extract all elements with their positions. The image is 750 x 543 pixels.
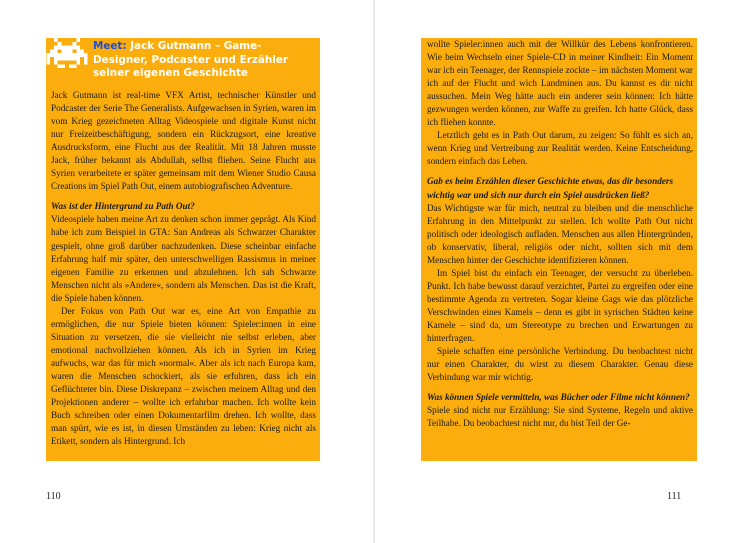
interview-title: [93, 40, 316, 81]
continued-paragraph-1: wollte Spieler:innen auch mit der Willkür des Lebens konfrontieren. Wie beim Wechseln einer Spiele-CD in meiner Kindheit: Ein Moment war ich ein Teenager, der Rennspiele zockte – im nächsten Moment war ich auf der Flucht und wich Landminen aus. Du kannst es dir nicht aussuchen. Mein Weg hätte auch ein anderer sein können: Ich hätte gezwungen werden können, zur Waffe zu greifen. Ich hatte Glück, dass ich fliehen konnte.: [427, 39, 693, 128]
page-number-right: 111: [667, 491, 682, 502]
question-2: Gab es beim Erzählen dieser Geschichte etwas, das dir besonders wichtig war und sich nur durch ein Spiel ausdrücken ließ?: [427, 176, 674, 200]
answer-2-paragraph-3: Spiele schaffen eine persönliche Verbindung. Du beobachtest nicht nur einen Charakter, du wirst zu diesem Charakter. Genau diese Verbindung war mir wichtig.: [427, 346, 693, 383]
question-1: Was ist der Hintergrund zu Path Out?: [51, 201, 195, 212]
page-number-left: 110: [46, 491, 61, 502]
interview-title-rest: Jack Gutmann – Game-Designer, Podcaster und Erzähler seiner eigenen Geschichte: [93, 40, 289, 80]
interview-title-lead: Meet:: [93, 40, 127, 52]
answer-1-paragraph-2: Der Fokus von Path Out war es, eine Art von Empathie zu ermöglichen, die nur Spiele bieten können: Spieler:innen in eine Situation zu versetzen, die sie vielleicht nie selbst erleben, aber emotional nachvollziehen können. Als ich in Syrien im Krieg aufwuchs, war das für mich »normal«. Aber als ich nach Europa kam, waren die Menschen schockiert, als sie erfuhren, dass ich ein Geflüchteter bin. Diese Diskrepanz – zwischen meinem Alltag und den Projektionen anderer – wollte ich erfahrbar machen. Ich wollte kein Buch schreiben oder einen Dokumentarfilm drehen. Ich wollte, dass man spürt, wie es ist, in diesen Umständen zu leben: Krieg nicht als Etikett, sondern als Hintergrund. Ich: [51, 305, 316, 447]
interview-header: [51, 38, 316, 89]
right-page: [375, 0, 750, 543]
space-invader-icon: [46, 38, 89, 68]
continued-paragraph-2: Letztlich geht es in Path Out darum, zu zeigen: So fühlt es sich an, wenn Krieg und Vertreibung zur Realität werden. Keine Entscheidung, sondern einfach das Leben.: [427, 130, 693, 167]
answer-2-paragraph-2: Im Spiel bist du einfach ein Teenager, der versucht zu überleben. Punkt. Ich habe bewusst darauf verzichtet, Partei zu ergreifen oder eine bestimmte Agenda zu vertreten. Sogar kleine Gags wie das plötzliche Verschwinden eines Kamels – denn es gibt in syrischen Städten keine Kamele – sind da, um Stereotype zu brechen und Erwartungen zu hinterfragen.: [427, 267, 693, 344]
question-3: Was können Spiele vermitteln, was Bücher oder Filme nicht können?: [427, 392, 690, 403]
right-text-box: [421, 38, 697, 461]
left-text-box: [46, 38, 320, 461]
answer-3-paragraph-1: Spiele sind nicht nur Erzählung: Sie sind Systeme, Regeln und aktive Teilhabe. Du beobachtest nicht nur, du bist Teil der Ge-: [427, 405, 693, 429]
answer-1-paragraph-1: Videospiele haben meine Art zu denken schon immer geprägt. Als Kind habe ich zum Beispiel in GTA: San Andreas als Schwarzer Charakter gespielt, ohne groß darüber nachzudenken. Diese scheinbar einfache Erfahrung half mir später, den unterschwelligen Rassismus in meiner eigenen Familie zu erkennen und abzulehnen. Ich sah Schwarze Menschen nicht als »Andere«, sondern als Menschen. Das ist die Kraft, die Spiele haben können.: [51, 214, 316, 303]
intro-paragraph: Jack Gutmann ist real-time VFX Artist, technischer Künstler und Podcaster der Serie The Generalists. Aufgewachsen in Syrien, waren im vom Krieg gezeichneten Alltag Videospiele und digitale Kunst nicht nur Freizeitbeschäftigung, sondern ein Rückzugsort, eine kreative Ausdrucksform, eine Flucht aus der Realität. Mit 18 Jahren musste Jack, früher bekannt als Abdullah, selbst fliehen. Seine Flucht aus Syrien verarbeitete er später gemeinsam mit dem Wiener Studio Causa Creations im Spiel Path Out, einem autobiografischen Adventure.: [51, 90, 316, 192]
answer-2-paragraph-1: Das Wichtigste war für mich, neutral zu bleiben und die menschliche Erfahrung in den Mittelpunkt zu stellen. Ich wollte Path Out nicht politisch oder ideologisch aufladen. Menschen aus allen Hintergründen, ob konservativ, liberal, religiös oder nicht, sollten sich mit dem Menschen hinter der Geschichte identifizieren können.: [427, 202, 693, 265]
